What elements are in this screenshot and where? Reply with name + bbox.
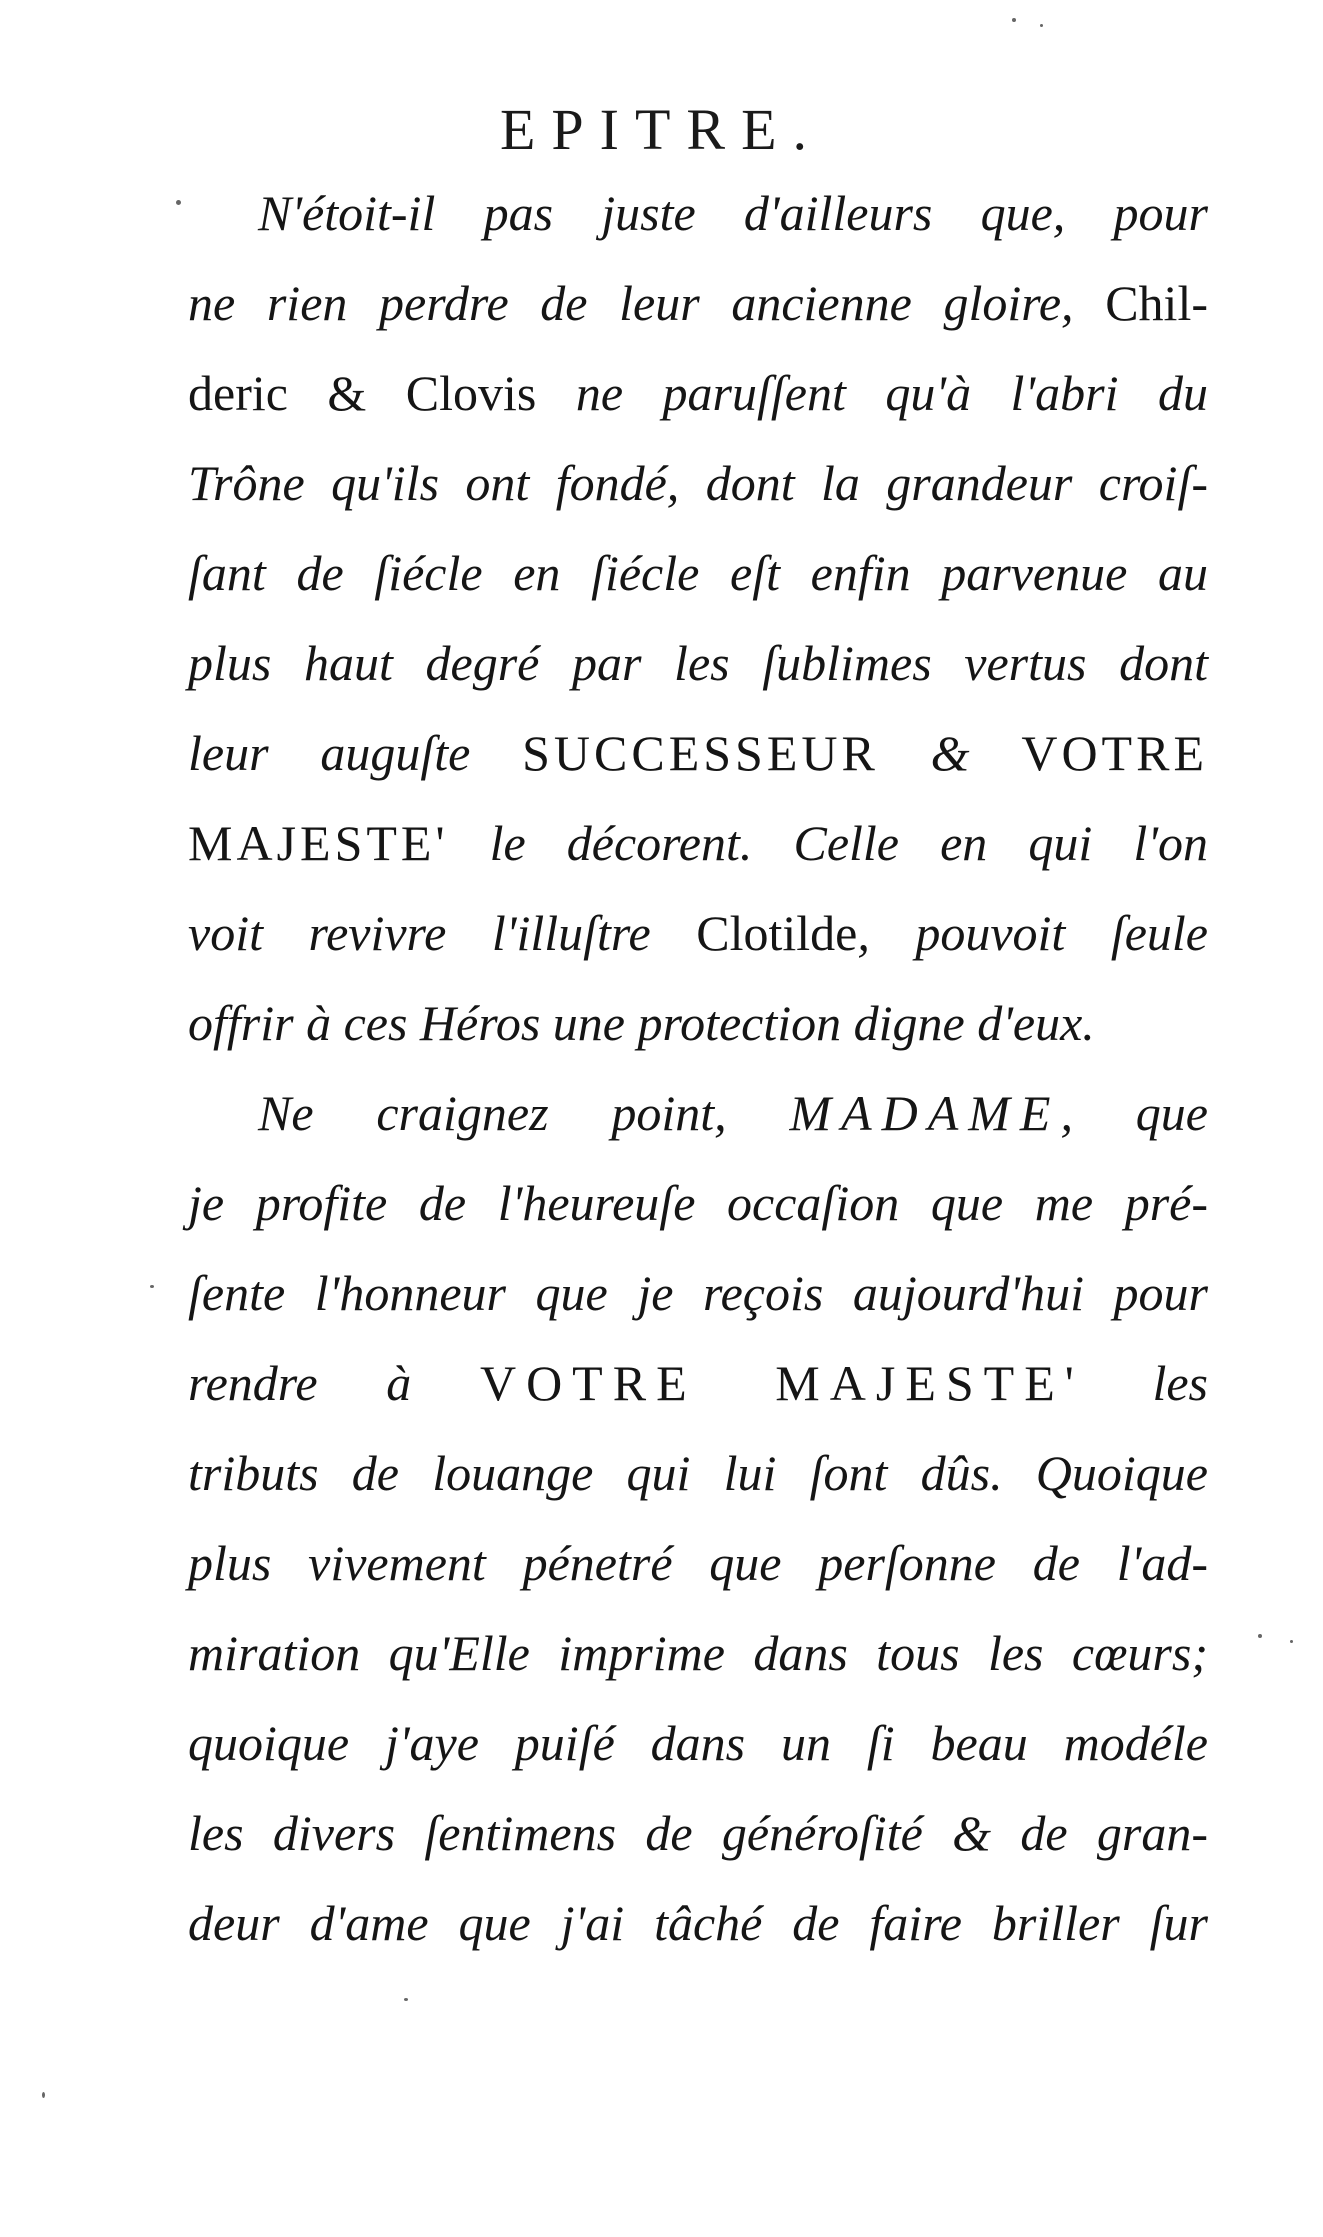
- text-line: MAJESTE' le décorent. Celle en qui l'on: [188, 815, 1208, 871]
- text-line: miration qu'Elle imprime dans tous les cœurs;: [188, 1625, 1208, 1681]
- text-line: plus vivement pénetré que perſonne de l'ad-: [188, 1535, 1208, 1591]
- scan-speck: [1012, 18, 1016, 22]
- scan-speck: [176, 200, 181, 205]
- text-line: plus haut degré par les ſublimes vertus dont: [188, 635, 1208, 691]
- text-line: quoique j'aye puiſé dans un ſi beau modéle: [188, 1715, 1208, 1771]
- text-line: rendre à VOTRE MAJESTE' les: [188, 1355, 1209, 1411]
- text-line: les divers ſentimens de généroſité & de gran-: [188, 1805, 1208, 1861]
- text-line: je profite de l'heureuſe occaſion que me pré-: [188, 1175, 1208, 1231]
- text-line: offrir à ces Héros une protection digne d'eux.: [188, 995, 1095, 1051]
- scan-speck: [404, 1998, 408, 2001]
- scan-speck: [1040, 24, 1043, 27]
- scan-speck: [1290, 1640, 1293, 1643]
- text-line: ſente l'honneur que je reçois aujourd'hui pour: [188, 1265, 1208, 1321]
- text-line: voit revivre l'illuſtre Clotilde, pouvoit ſeule: [188, 905, 1208, 961]
- text-line: Ne craignez point, MADAME, que: [258, 1085, 1208, 1141]
- text-line: N'étoit-il pas juste d'ailleurs que, pour: [258, 185, 1208, 241]
- scan-speck: [42, 2092, 45, 2098]
- text-line: ne rien perdre de leur ancienne gloire, Chil-: [188, 275, 1208, 331]
- running-head: EPITRE.: [499, 97, 824, 162]
- text-line: ſant de ſiécle en ſiécle eſt enfin parvenue au: [188, 545, 1208, 601]
- scan-speck: [150, 1285, 154, 1288]
- text-line: deric & Clovis ne paruſſent qu'à l'abri du: [188, 365, 1208, 421]
- text-line: leur auguſte SUCCESSEUR & VOTRE: [188, 725, 1208, 781]
- text-line: deur d'ame que j'ai tâché de faire briller ſur: [188, 1895, 1208, 1951]
- text-line: tributs de louange qui lui ſont dûs. Quoique: [188, 1445, 1208, 1501]
- body-text: [188, 168, 1208, 1968]
- scan-speck: [1258, 1634, 1262, 1638]
- text-line: Trône qu'ils ont fondé, dont la grandeur croiſ-: [188, 455, 1208, 511]
